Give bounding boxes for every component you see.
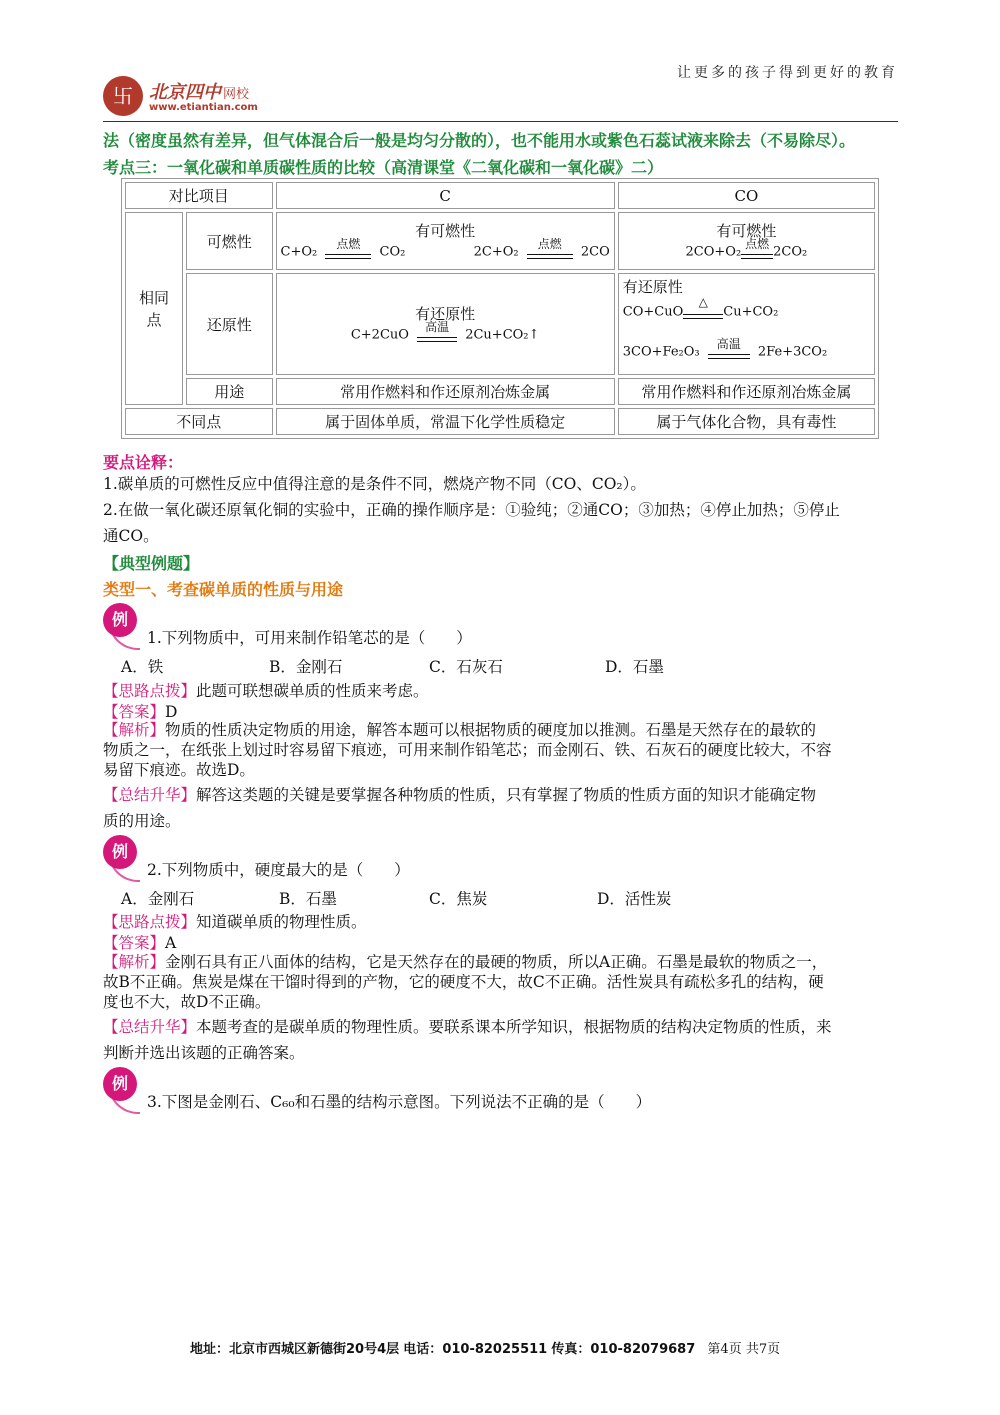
q2-options bbox=[121, 887, 671, 911]
q1-options bbox=[121, 655, 664, 679]
q1-hint: 【思路点拨】此题可联想碳单质的性质来考虑。 bbox=[103, 682, 429, 700]
logo-sub: 网校 bbox=[223, 87, 250, 102]
q2-question: 2.下列物质中，硬度最大的是（ ） bbox=[147, 861, 410, 879]
example-badge-icon: 例 bbox=[103, 1067, 137, 1101]
co-combustibility-cell: 有可燃性 2CO+O₂ 点燃 2CO₂ bbox=[618, 212, 875, 270]
section-heading: 考点三：一氧化碳和单质碳性质的比较（高清课堂《二氧化碳和一氧化碳》二） bbox=[103, 158, 664, 177]
co-reducibility-cell: 有还原性 CO+CuO △ Cu+CO₂ 3CO+Fe₂O₃ 高温 2Fe+3CO₂ bbox=[618, 273, 875, 375]
option: B．金刚石 bbox=[269, 658, 343, 676]
page-number: 第4页 共7页 bbox=[707, 1342, 781, 1357]
row-combustibility-label: 可燃性 bbox=[186, 212, 273, 270]
logo-name: 北京四中 网校 bbox=[149, 82, 250, 103]
logo-url: www.etiantian.com bbox=[149, 102, 258, 113]
q1-question: 1.下列物质中，可用来制作铅笔芯的是（ ） bbox=[147, 629, 472, 647]
c-combustibility-cell: 有可燃性 C+O₂ 点燃 CO₂ 2C+O₂ 点燃 2CO bbox=[276, 212, 615, 270]
note-2-cont: 通CO。 bbox=[103, 527, 159, 545]
same-label: 相同点 bbox=[125, 212, 183, 405]
c-diff-cell: 属于固体单质，常温下化学性质稳定 bbox=[276, 408, 615, 435]
c-use-cell: 常用作燃料和作还原剂冶炼金属 bbox=[276, 378, 615, 405]
q1-analysis: 【解析】物质的性质决定物质的用途，解答本题可以根据物质的硬度加以推测。石墨是天然存在的最软的 物质之一，在纸张上划过时容易留下痕迹，可用来制作铅笔芯；而金刚石、铁、石灰石的硬度比较大，不容 易留下痕迹。故选D。 bbox=[103, 721, 832, 779]
q2-summary: 【总结升华】本题考查的是碳单质的物理性质。要联系课本所学知识，根据物质的结构决定物质的性质，来 判断并选出该题的正确答案。 bbox=[103, 1018, 832, 1062]
note-1: 1.碳单质的可燃性反应中值得注意的是条件不同，燃烧产物不同（CO、CO₂）。 bbox=[103, 475, 646, 493]
option: D．石墨 bbox=[605, 658, 664, 676]
row-reducibility-label: 还原性 bbox=[186, 273, 273, 375]
q1-answer: 【答案】D bbox=[103, 703, 178, 721]
examples-header: 【典型例题】 bbox=[103, 554, 200, 573]
type1-heading: 类型一、考查碳单质的性质与用途 bbox=[103, 580, 344, 599]
co-diff-cell: 属于气体化合物，具有毒性 bbox=[618, 408, 875, 435]
option: C．焦炭 bbox=[429, 890, 488, 908]
example-badge-icon: 例 bbox=[103, 603, 137, 637]
option: A．铁 bbox=[121, 658, 164, 676]
header-slogan: 让更多的孩子得到更好的教育 bbox=[677, 65, 898, 81]
logo bbox=[103, 76, 273, 120]
logo-mark-icon: 卐 bbox=[103, 76, 143, 116]
q3-question: 3.下图是金刚石、C₆₀和石墨的结构示意图。下列说法不正确的是（ ） bbox=[147, 1093, 652, 1111]
q2-hint: 【思路点拨】知道碳单质的物理性质。 bbox=[103, 913, 367, 931]
q2-analysis: 【解析】金刚石具有正八面体的结构，它是天然存在的最硬的物质，所以A正确。石墨是最软的物质之一， 故B不正确。焦炭是煤在干馏时得到的产物，它的硬度不大，故C不正确。活性炭具有疏松多孔的结构，硬 度也不大，故D不正确。 bbox=[103, 953, 828, 1011]
example-badge-icon: 例 bbox=[103, 835, 137, 869]
option: B．石墨 bbox=[279, 890, 337, 908]
note-2: 2.在做一氧化碳还原氧化铜的实验中，正确的操作顺序是：①验纯；②通CO；③加热；④停止加热；⑤停止 bbox=[103, 501, 840, 519]
c-reducibility-cell: 有还原性 C+2CuO 高温 2Cu+CO₂↑ bbox=[276, 273, 615, 375]
q1-summary: 【总结升华】解答这类题的关键是要掌握各种物质的性质，只有掌握了物质的性质方面的知识才能确定物 质的用途。 bbox=[103, 786, 817, 830]
option: D．活性炭 bbox=[597, 890, 672, 908]
row-use-label: 用途 bbox=[186, 378, 273, 405]
option: A．金刚石 bbox=[121, 890, 195, 908]
diff-label: 不同点 bbox=[125, 408, 273, 435]
header-co: CO bbox=[618, 182, 875, 209]
option: C．石灰石 bbox=[429, 658, 503, 676]
header-c: C bbox=[276, 182, 615, 209]
header-divider bbox=[103, 121, 898, 122]
header-item: 对比项目 bbox=[125, 182, 273, 209]
footer: 地址：北京市西城区新德街20号4层 电话：010-82025511 传真：010-82079687 第4页 共7页 bbox=[190, 1342, 781, 1357]
comparison-table bbox=[121, 178, 879, 439]
q2-answer: 【答案】A bbox=[103, 934, 177, 952]
co-use-cell: 常用作燃料和作还原剂冶炼金属 bbox=[618, 378, 875, 405]
notes-title: 要点诠释： bbox=[103, 453, 184, 472]
intro-line: 法（密度虽然有差异，但气体混合后一般是均匀分散的），也不能用水或紫色石蕊试液来除去（不易除尽）。 bbox=[103, 131, 856, 150]
